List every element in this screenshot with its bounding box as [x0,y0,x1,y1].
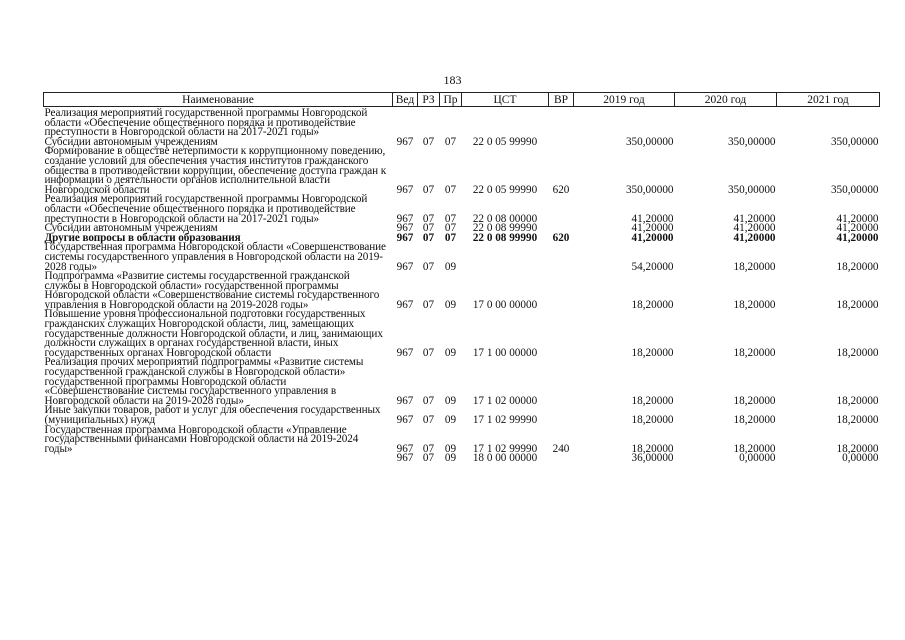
row-cst [462,243,549,272]
row-2020: 18,20000 [733,298,776,311]
row-2019: 41,20000 [631,231,674,244]
row-2019: 350,00000 [625,183,674,196]
row-2021: 350,00000 [830,135,879,148]
row-2021: 41,20000 [836,212,879,225]
row-pr: 09 [444,394,457,407]
table-row [44,272,880,310]
row-2019: 41,20000 [631,222,674,235]
budget-table [43,92,880,464]
header-year-2020: 2020 год [675,93,777,107]
header-rz: РЗ [418,93,440,107]
row-2019: 18,20000 [631,414,674,426]
row-2021 [777,109,880,138]
row-ved: 967 [396,222,414,235]
row-ved: 967 [396,452,414,465]
row-ved [393,109,418,138]
row-rz: 07 [422,452,435,465]
row-name: Субсидии автономным учреждениям [44,222,218,235]
row-name: Другие вопросы в области образования [44,231,241,244]
row-pr: 07 [444,231,457,244]
row-vr [549,195,574,224]
row-2020: 41,20000 [733,231,776,244]
row-2019: 350,00000 [625,135,674,148]
row-rz: 07 [422,212,435,225]
row-vr: 240 [552,442,570,455]
row-2020: 18,20000 [733,260,776,273]
row-rz: 07 [422,394,435,407]
row-name: Реализация мероприятий государственной программы Новгородской области «Обеспечение общественного порядка и противодействие преступности в Новгородской области на 2017-2021 годы» [44,107,368,139]
table-row [44,195,880,224]
row-pr: 09 [444,260,457,273]
row-pr: 09 [444,346,457,359]
row-vr: 620 [552,183,570,196]
row-rz: 07 [422,183,435,196]
row-cst: 22 0 05 99990 [472,183,538,196]
table-row [44,147,880,195]
row-2019: 36,00000 [631,452,674,465]
row-2019: 18,20000 [631,394,674,407]
row-pr: 09 [444,442,457,455]
row-cst: 22 0 08 00000 [472,212,538,225]
row-cst: 22 0 08 99990 [472,231,538,244]
row-vr: 620 [552,231,570,244]
table-header-row [44,93,880,107]
row-2021: 18,20000 [836,442,879,455]
row-rz: 07 [422,298,435,311]
row-vr [549,454,574,464]
row-cst: 18 0 00 00000 [472,452,538,465]
row-pr [440,109,462,138]
row-ved: 967 [396,394,414,407]
row-pr: 09 [444,452,457,465]
table-row [44,358,880,406]
row-2019 [574,109,675,138]
row-ved: 967 [396,231,414,244]
row-2020: 18,20000 [733,442,776,455]
row-pr: 07 [444,183,457,196]
row-pr: 07 [444,135,457,148]
row-name [44,454,393,464]
row-2020: 41,20000 [733,212,776,225]
row-vr [549,406,574,425]
row-2021: 41,20000 [836,231,879,244]
row-pr: 09 [444,298,457,311]
row-2021: 0,00000 [842,452,879,465]
row-name: Государственная программа Новгородской области «Совершенствование системы государственного управления в Новгородской области на 2019-2028 годы» [44,241,386,273]
row-vr [549,243,574,272]
row-rz: 07 [422,442,435,455]
header-pr: Пр [440,93,462,107]
row-vr [549,109,574,138]
row-cst: 17 1 00 00000 [472,346,538,359]
row-ved: 967 [396,346,414,359]
header-vr: ВР [549,93,574,107]
row-rz: 07 [422,231,435,244]
row-ved: 967 [396,183,414,196]
row-name: Реализация прочих мероприятий подпрограммы «Развитие системы государственной гражданской службы в Новгородской области» государственной программы Новгородской области «Совершенствование системы государственного управления в Новгородской области на 2019-2028 годы» [44,356,364,407]
header-name: Наименование [44,93,393,107]
table-row [44,243,880,272]
row-cst: 22 0 08 99990 [472,222,538,235]
row-2020: 18,20000 [733,414,776,426]
row-2021: 41,20000 [836,222,879,235]
page-number: 183 [443,73,462,87]
table-row [44,406,880,425]
row-ved: 967 [396,260,414,273]
row-rz: 07 [422,222,435,235]
row-cst: 17 1 02 00000 [472,394,538,407]
row-rz: 07 [422,260,435,273]
row-vr [549,272,574,310]
row-cst: 17 1 02 99990 [472,442,538,455]
row-name: Реализация мероприятий государственной программы Новгородской области «Обеспечение общественного порядка и противодействие преступности в Новгородской области на 2017-2021 годы» [44,193,368,225]
header-cst: ЦСТ [462,93,549,107]
row-name: Государственная программа Новгородской области «Управление государственными финансами Новгородской области на 2019-2024 годы» [44,423,359,455]
row-ved: 967 [396,135,414,148]
row-rz: 07 [422,346,435,359]
row-name: Субсидии автономным учреждениям [44,135,218,148]
header-year-2019: 2019 год [574,93,675,107]
row-cst [462,109,549,138]
row-2019: 18,20000 [631,442,674,455]
row-2021: 350,00000 [830,183,879,196]
row-2020: 18,20000 [733,394,776,407]
row-vr [549,138,574,148]
row-2021: 18,20000 [836,260,879,273]
row-2020: 18,20000 [733,346,776,359]
row-cst: 17 1 02 99990 [472,414,538,426]
row-cst: 17 0 00 00000 [472,298,538,311]
row-pr: 07 [444,222,457,235]
row-name: Формирование в обществе нетерпимости к коррупционному поведению, создание условий для обеспечения участия институтов гражданского общества в противодействии коррупции, обеспечение доступа граждан к информации о деятельности органов исполнительной власти Новгородской области [44,145,387,196]
header-ved: Вед [393,93,418,107]
table-row [44,454,880,464]
row-cst: 22 0 05 99990 [472,135,538,148]
row-2020: 0,00000 [739,452,776,465]
header-year-2021: 2021 год [777,93,880,107]
row-2019: 18,20000 [631,346,674,359]
row-ved: 967 [396,442,414,455]
row-rz: 07 [422,135,435,148]
row-2019: 41,20000 [631,212,674,225]
row-rz: 07 [422,414,435,426]
row-rz [418,109,440,138]
row-2020: 41,20000 [733,222,776,235]
row-2019: 18,20000 [631,298,674,311]
row-2020 [675,109,777,138]
row-vr [549,358,574,406]
row-2019: 54,20000 [631,260,674,273]
row-2021: 18,20000 [836,298,879,311]
row-vr [549,310,574,358]
row-pr: 07 [444,212,457,225]
row-name: Иные закупки товаров, работ и услуг для обеспечения государственных (муниципальных) нужд [44,404,381,426]
row-ved: 967 [396,414,414,426]
table-row [44,109,880,138]
row-2020: 350,00000 [727,135,776,148]
table-row [44,310,880,358]
row-name: Повышение уровня профессиональной подготовки государственных гражданских служащих Новгородской области, лиц, замещающих государственные должности Новгородской области, и лиц, занимающих должности служащих в органах государственной власти, иных государственных органах Новгородской области [44,308,383,359]
row-2021: 18,20000 [836,394,879,407]
row-name: Подпрограмма «Развитие системы государственной гражданской службы в Новгородской области» государственной программы Новгородской области «Совершенствование системы государственного управления в Новгородской области на 2019-2028 годы» [44,270,380,311]
row-2021: 18,20000 [836,414,879,426]
row-pr: 09 [444,414,457,426]
row-2021: 18,20000 [836,346,879,359]
row-2020: 350,00000 [727,183,776,196]
table-row [44,426,880,455]
row-ved: 967 [396,212,414,225]
row-ved: 967 [396,298,414,311]
